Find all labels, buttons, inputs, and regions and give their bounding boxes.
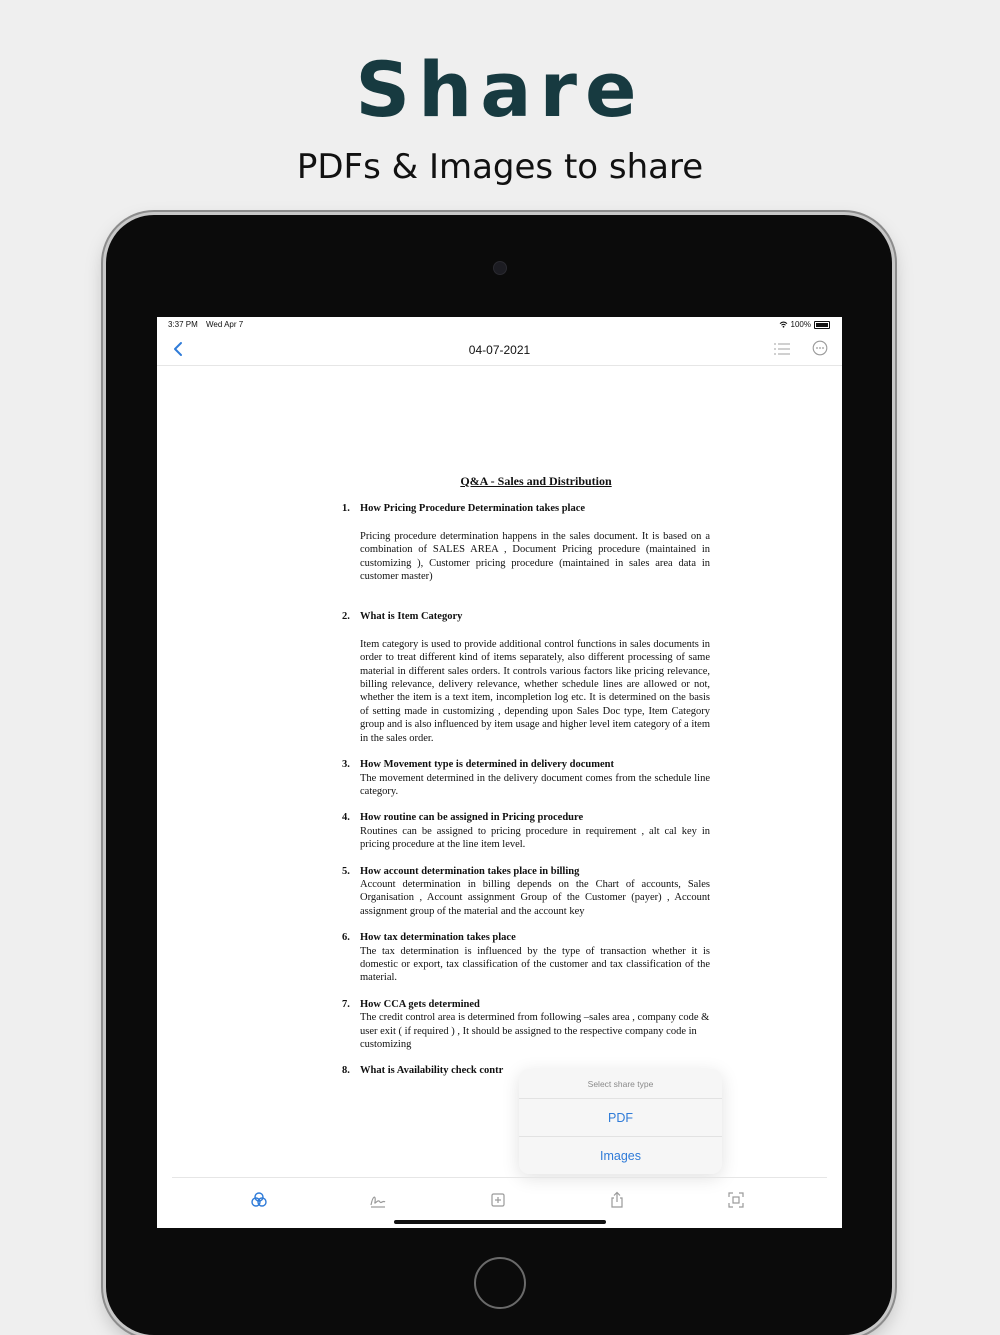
- promo-title: Share: [355, 45, 645, 134]
- question-item: [342, 758, 710, 798]
- question-number: 8.: [342, 1065, 350, 1077]
- question-heading: How tax determination takes place: [360, 932, 516, 944]
- question-number: 7.: [342, 998, 350, 1010]
- question-body: Routines can be assigned to pricing procedure in requirement , alt cal key in pricing procedure at the line item level.: [360, 825, 710, 851]
- battery-percent: 100%: [790, 320, 811, 329]
- battery-icon: [814, 321, 830, 329]
- status-time: 3:37 PM: [168, 320, 198, 329]
- question-item: [342, 865, 710, 919]
- question-number: 3.: [342, 759, 350, 771]
- document-title: Q&A - Sales and Distribution: [460, 474, 612, 488]
- question-item: [342, 931, 710, 985]
- question-heading: What is Item Category: [360, 611, 463, 623]
- share-pdf-button[interactable]: PDF: [519, 1098, 722, 1137]
- wifi-icon: [779, 321, 788, 328]
- question-heading: How account determination takes place in billing: [360, 865, 580, 877]
- ipad-frame: [106, 215, 892, 1335]
- question-body: Pricing procedure determination happens in the sales document. It is based on a combination of SALES AREA , Document Pricing procedure (maintained in customizing ), Customer pricing procedure (maintained in sales area data in customer master): [360, 530, 710, 583]
- share-popover-title: Select share type: [587, 1079, 654, 1089]
- question-heading: How CCA gets determined: [360, 998, 480, 1010]
- signature-icon[interactable]: [368, 1190, 388, 1210]
- list-icon[interactable]: [773, 341, 791, 357]
- bottom-toolbar: [172, 1177, 827, 1222]
- question-body: The tax determination is influenced by the type of transaction whether it is domestic or export, tax classification of the customer and tax classification of the material.: [360, 945, 710, 984]
- navigation-bar: [157, 333, 842, 366]
- promo-subtitle: PDFs & Images to share: [296, 147, 704, 187]
- question-body: Item category is used to provide additional control functions in sales documents in order to treat different kind of items separately, also different processing of same material in different sales orders. It controls various factors like pricing relevance, billing relevance, delivery relevance, whether schedule lines are allowed or not, whether the item is a text item, incompletion log etc. It is determined on the basis of setting made in customizing , depending upon Sales Doc type, Item Category group and is also influenced by item usage and higher level item category of a item in the sales order.: [360, 638, 710, 744]
- question-item: [342, 610, 710, 745]
- document-page: [342, 475, 710, 1078]
- app-screen: [157, 317, 842, 1228]
- question-body: The credit control area is determined from following –sales area , company code & user exit ( if required ) , It should be assigned to the respective company code in customizing: [360, 1012, 710, 1050]
- question-number: 1.: [342, 503, 350, 515]
- filters-icon[interactable]: [249, 1190, 269, 1210]
- document-date-title: 04-07-2021: [468, 343, 531, 357]
- question-heading: How routine can be assigned in Pricing procedure: [360, 812, 584, 824]
- add-page-icon[interactable]: [488, 1190, 508, 1210]
- scan-icon[interactable]: [726, 1190, 746, 1210]
- question-body: Account determination in billing depends on the Chart of accounts, Sales Organisation , Account assignment Group of the Customer (payer) , Account assignment group of the material and the account key: [360, 878, 710, 917]
- question-number: 2.: [342, 611, 350, 623]
- camera-icon: [493, 261, 507, 275]
- status-bar: [157, 317, 842, 333]
- home-indicator: [394, 1220, 606, 1224]
- status-indicators: [779, 320, 830, 329]
- question-number: 4.: [342, 812, 350, 824]
- question-heading: How Movement type is determined in delivery document: [360, 759, 615, 771]
- question-item: [342, 998, 710, 1052]
- share-type-popover: [519, 1069, 722, 1174]
- question-body: The movement determined in the delivery document comes from the schedule line category.: [360, 772, 710, 797]
- question-number: 5.: [342, 865, 350, 877]
- status-date: Wed Apr 7: [206, 320, 244, 329]
- question-item: [342, 502, 710, 583]
- question-item: [342, 811, 710, 851]
- question-number: 6.: [342, 932, 350, 944]
- share-images-button[interactable]: Images: [519, 1136, 722, 1175]
- share-icon[interactable]: [607, 1190, 627, 1210]
- home-button[interactable]: [474, 1257, 526, 1309]
- question-heading: What is Availability check contr: [360, 1065, 504, 1077]
- question-heading: How Pricing Procedure Determination takes place: [360, 503, 586, 515]
- more-icon[interactable]: [812, 340, 828, 356]
